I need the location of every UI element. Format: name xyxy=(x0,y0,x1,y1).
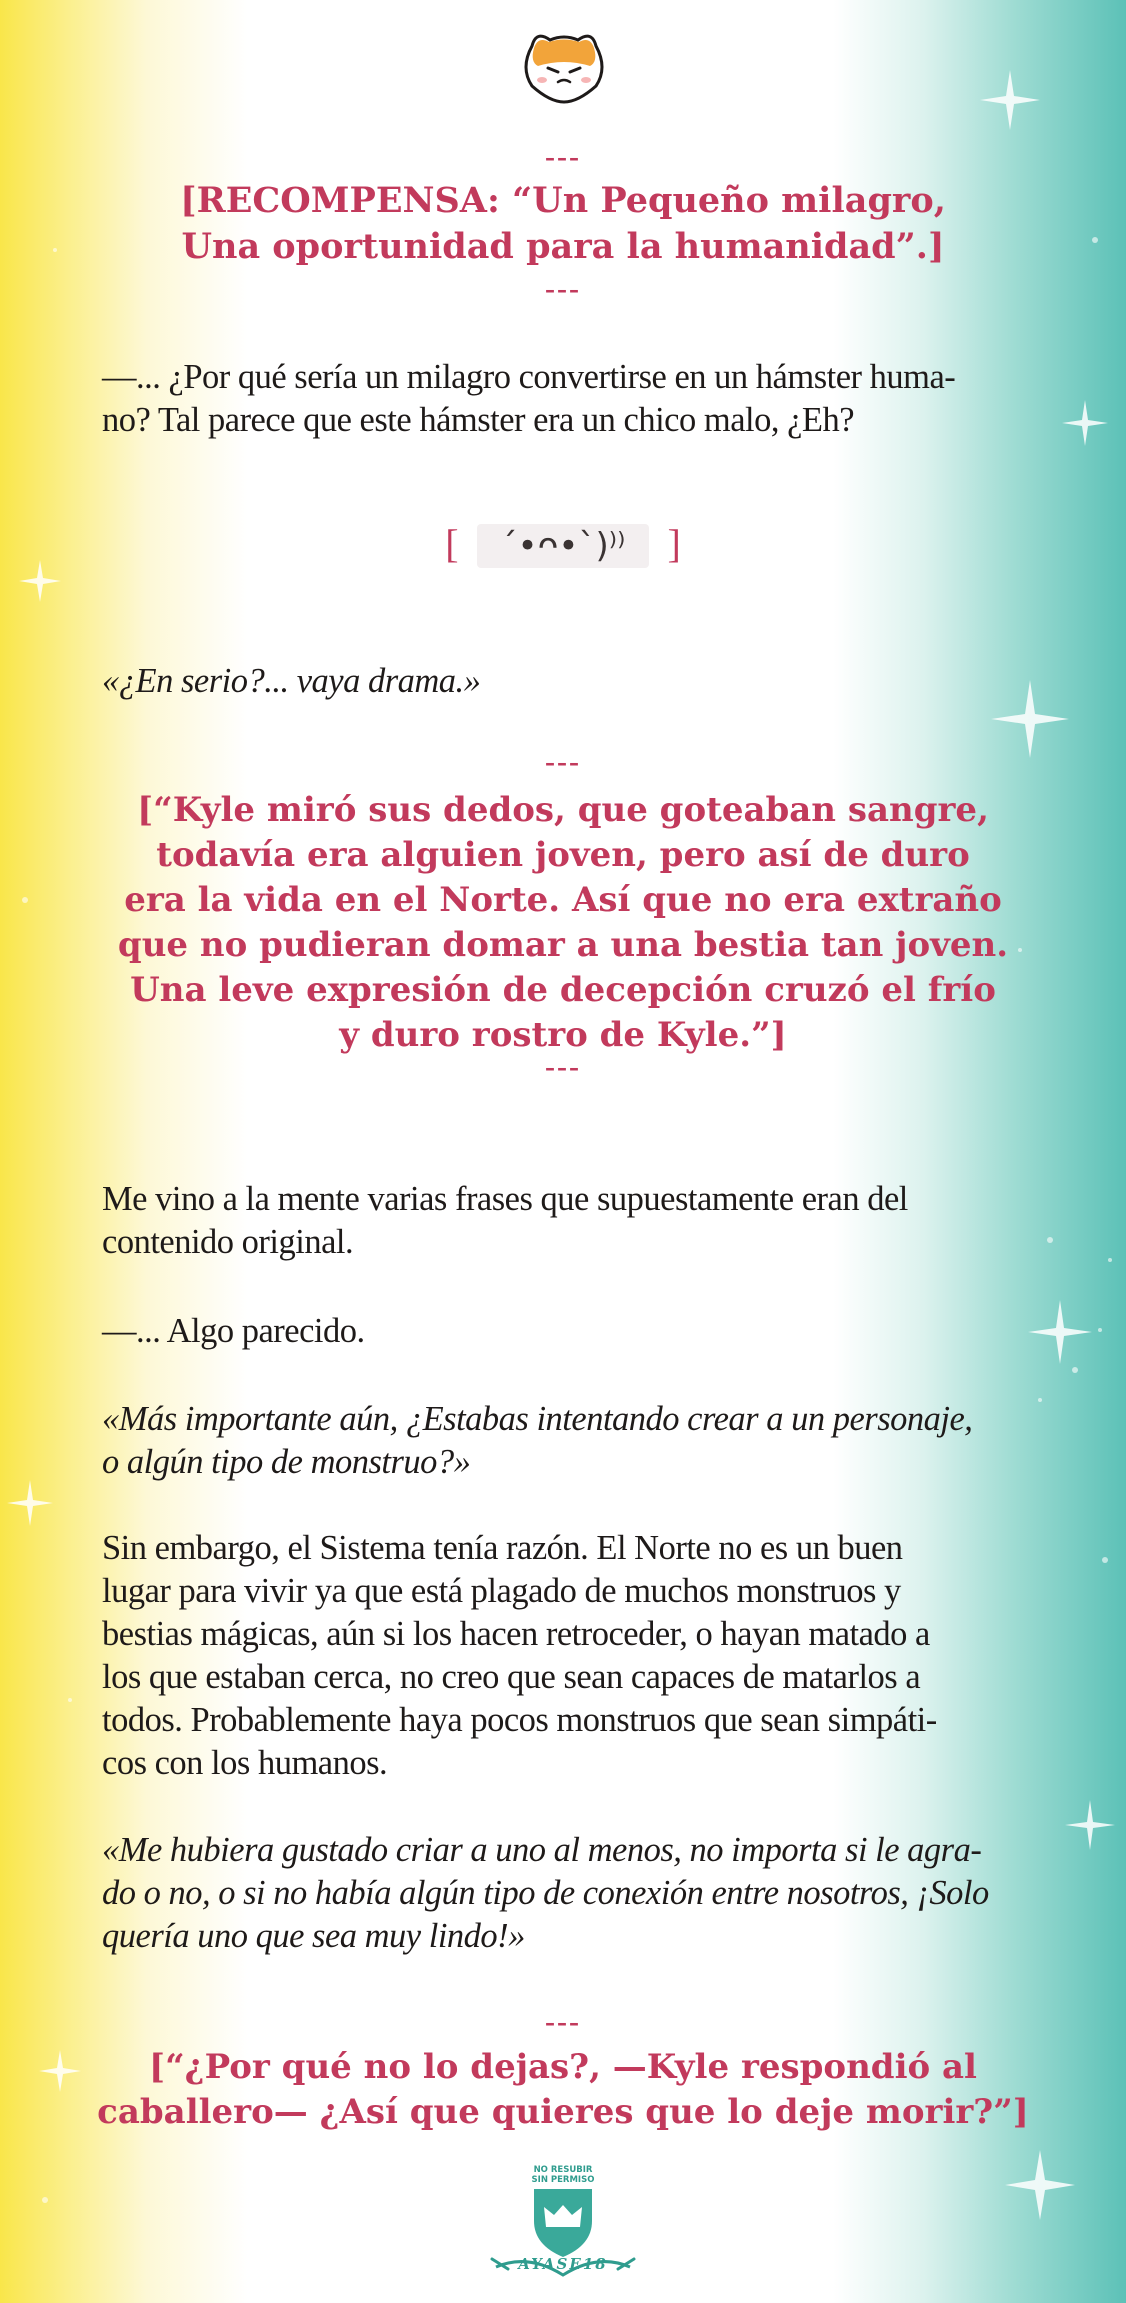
original-content-excerpt xyxy=(0,788,1126,1058)
text-line: quería uno que sea muy lindo!» xyxy=(102,1917,525,1955)
dash-separator: --- xyxy=(545,2005,581,2038)
dash-separator: --- xyxy=(545,745,581,778)
system-quote: «¿En serio?... vaya drama.» xyxy=(102,662,481,700)
text-line: los que estaban cerca, no creo que sean capaces de matarlos a xyxy=(102,1658,921,1696)
text-line: «Me hubiera gustado criar a uno al menos, no importa si le agra- xyxy=(102,1831,982,1869)
narration-paragraph xyxy=(102,1527,1022,1785)
emoticon-face: ´•ᴖ•`)⁾⁾ xyxy=(477,524,650,568)
text-line: «Más importante aún, ¿Estabas intentando crear a un personaje, xyxy=(102,1400,973,1438)
text-line: —... ¿Por qué sería un milagro convertirse en un hámster huma- xyxy=(102,358,956,396)
text-line: contenido original. xyxy=(102,1223,354,1261)
excerpt-line: Una leve expresión de decepción cruzó el frío xyxy=(130,970,996,1010)
bracket-close: ] xyxy=(667,521,681,566)
stamp-top-text: NO RESUBIR xyxy=(533,2165,593,2175)
excerpt-line: [“¿Por qué no lo dejas?, —Kyle respondió al xyxy=(149,2047,977,2087)
excerpt-line: caballero— ¿Así que quieres que lo deje morir?”] xyxy=(97,2092,1029,2132)
reward-line: Una oportunidad para la humanidad”.] xyxy=(181,226,945,267)
text-line: Sin embargo, el Sistema tenía razón. El Norte no es un buen xyxy=(102,1529,903,1567)
narration-paragraph: —... Algo parecido. xyxy=(102,1312,365,1350)
stamp-bottom-text: SIN PERMISO xyxy=(531,2175,595,2185)
text-line: o algún tipo de monstruo?» xyxy=(102,1443,471,1481)
brand-text: AYASE18 xyxy=(518,2255,608,2273)
dash-separator: --- xyxy=(545,140,581,173)
narration-paragraph xyxy=(102,356,1022,442)
excerpt-line: era la vida en el Norte. Así que no era extraño xyxy=(124,880,1002,920)
dash-separator: --- xyxy=(545,1050,581,1083)
text-line: lugar para vivir ya que está plagado de muchos monstruos y xyxy=(102,1572,901,1610)
dash-separator: --- xyxy=(545,272,581,305)
text-line: todos. Probablemente haya pocos monstruos que sean simpáti- xyxy=(102,1701,937,1739)
excerpt-line: todavía era alguien joven, pero así de duro xyxy=(156,835,970,875)
text-line: cos con los humanos. xyxy=(102,1744,388,1782)
reward-line: [RECOMPENSA: “Un Pequeño milagro, xyxy=(180,180,946,221)
narration-paragraph xyxy=(102,1178,1022,1264)
system-quote xyxy=(102,1398,1022,1484)
text-line: bestias mágicas, aún si los hacen retroceder, o hayan matado a xyxy=(102,1615,930,1653)
emoticon-box xyxy=(0,520,1126,568)
system-quote xyxy=(102,1829,1022,1958)
excerpt-line: que no pudieran domar a una bestia tan joven. xyxy=(117,925,1009,965)
reward-message xyxy=(0,178,1126,270)
ayase-crest-icon xyxy=(488,2165,638,2285)
text-line: no? Tal parece que este hámster era un chico malo, ¿Eh? xyxy=(102,401,855,439)
text-line: Me vino a la mente varias frases que supuestamente eran del xyxy=(102,1180,908,1218)
hamster-face-icon xyxy=(518,28,610,104)
excerpt-line: [“Kyle miró sus dedos, que goteaban sangre, xyxy=(137,790,989,830)
bracket-open: [ xyxy=(445,521,459,566)
text-line: do o no, o si no había algún tipo de conexión entre nosotros, ¡Solo xyxy=(102,1874,989,1912)
original-content-excerpt xyxy=(0,2045,1126,2135)
excerpt-line: y duro rostro de Kyle.”] xyxy=(339,1015,787,1055)
